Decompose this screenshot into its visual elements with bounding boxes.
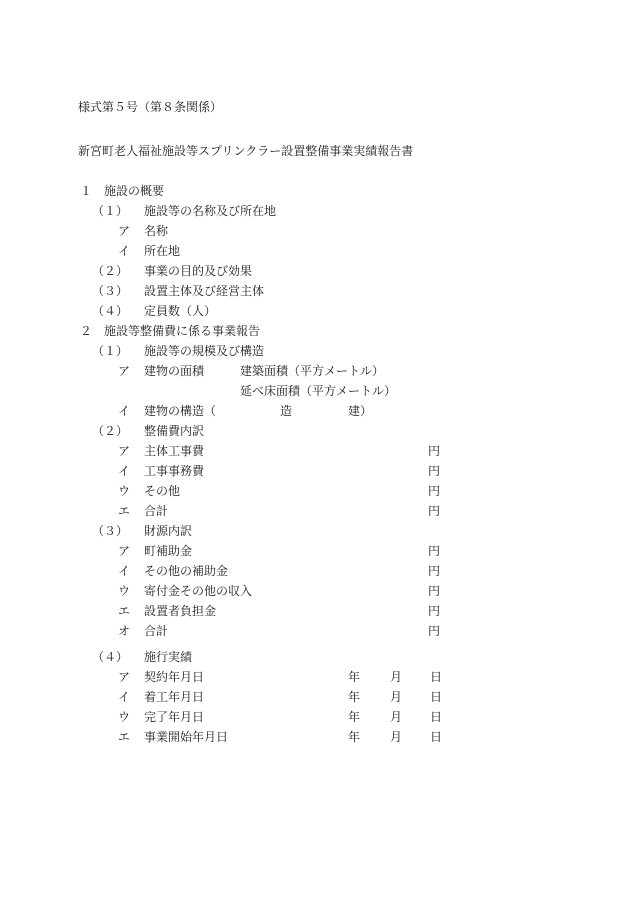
yen-unit: 円 (428, 464, 441, 478)
sub-item-label: 建物の面積 (144, 364, 205, 378)
item-label: 財源内訳 (144, 524, 193, 538)
year-unit: 年 (348, 730, 361, 744)
year-unit: 年 (348, 710, 361, 724)
day-unit: 日 (430, 710, 443, 724)
sub-item-label: その他 (144, 484, 181, 498)
month-unit: 月 (390, 670, 403, 684)
yen-unit: 円 (428, 604, 441, 618)
day-unit: 日 (430, 670, 443, 684)
sub-item-marker: エ (118, 504, 131, 518)
day-unit: 日 (430, 690, 443, 704)
item-number: （２） (92, 424, 129, 438)
year-unit: 年 (348, 690, 361, 704)
building-area-label: 建築面積（平方メートル） (240, 364, 385, 378)
sub-item-label: 合計 (144, 504, 169, 518)
yen-unit: 円 (428, 564, 441, 578)
sub-item-label: 寄付金その他の収入 (144, 584, 253, 598)
sub-item-label: 設置者負担金 (144, 604, 217, 618)
sub-item-label: 完了年月日 (144, 710, 205, 724)
month-unit: 月 (390, 690, 403, 704)
item-label: 事業の目的及び効果 (144, 264, 253, 278)
sub-item-marker: ア (118, 544, 131, 558)
item-number: （３） (92, 524, 129, 538)
sub-item-marker: イ (118, 564, 131, 578)
sub-item-marker: ウ (118, 710, 131, 724)
sub-item-label: 所在地 (144, 244, 181, 258)
item-number: （１） (92, 344, 129, 358)
sub-item-marker: オ (118, 624, 131, 638)
yen-unit: 円 (428, 584, 441, 598)
yen-unit: 円 (428, 504, 441, 518)
sub-item-label: 事業開始年月日 (144, 730, 229, 744)
item-label: 施設等の規模及び構造 (144, 344, 265, 358)
item-label: 整備費内訳 (144, 424, 205, 438)
sub-item-label: 町補助金 (144, 544, 193, 558)
item-label: 定員数（人） (144, 304, 217, 318)
sub-item-label: 主体工事費 (144, 444, 205, 458)
floor-area-label: 延べ床面積（平方メートル） (240, 384, 397, 398)
sub-item-marker: ア (118, 444, 131, 458)
sub-item-marker: イ (118, 464, 131, 478)
day-unit: 日 (430, 730, 443, 744)
section-number: ２ (80, 324, 93, 338)
sub-item-label: 工事事務費 (144, 464, 205, 478)
sub-item-marker: ウ (118, 484, 131, 498)
item-label: 設置主体及び経営主体 (144, 284, 265, 298)
item-label: 施設等の名称及び所在地 (144, 204, 277, 218)
sub-item-label: その他の補助金 (144, 564, 229, 578)
item-number: （１） (92, 204, 129, 218)
yen-unit: 円 (428, 484, 441, 498)
sub-item-marker: ア (118, 670, 131, 684)
sub-item-marker: イ (118, 404, 131, 418)
form-label: 様式第５号（第８条関係） (78, 100, 223, 114)
sub-item-label: 着工年月日 (144, 690, 205, 704)
sub-item-marker: ア (118, 224, 131, 238)
item-number: （２） (92, 264, 129, 278)
sub-item-marker: ア (118, 364, 131, 378)
month-unit: 月 (390, 730, 403, 744)
month-unit: 月 (390, 710, 403, 724)
building-type-label: 建） (348, 404, 373, 418)
section-title: 施設等整備費に係る事業報告 (104, 324, 261, 338)
document-title: 新宮町老人福祉施設等スプリンクラー設置整備事業実績報告書 (78, 144, 414, 158)
item-number: （３） (92, 284, 129, 298)
sub-item-marker: イ (118, 690, 131, 704)
section-title: 施設の概要 (104, 184, 165, 198)
sub-item-marker: ウ (118, 584, 131, 598)
sub-item-marker: エ (118, 730, 131, 744)
item-label: 施行実績 (144, 650, 193, 664)
yen-unit: 円 (428, 544, 441, 558)
sub-item-marker: イ (118, 244, 131, 258)
yen-unit: 円 (428, 444, 441, 458)
section-number: １ (80, 184, 93, 198)
year-unit: 年 (348, 670, 361, 684)
sub-item-label: 契約年月日 (144, 670, 205, 684)
sub-item-label: 名称 (144, 224, 169, 238)
item-number: （４） (92, 650, 129, 664)
sub-item-label: 合計 (144, 624, 169, 638)
item-number: （４） (92, 304, 129, 318)
yen-unit: 円 (428, 624, 441, 638)
sub-item-marker: エ (118, 604, 131, 618)
sub-item-label: 建物の構造（ (144, 404, 217, 418)
structure-type-label: 造 (280, 404, 293, 418)
